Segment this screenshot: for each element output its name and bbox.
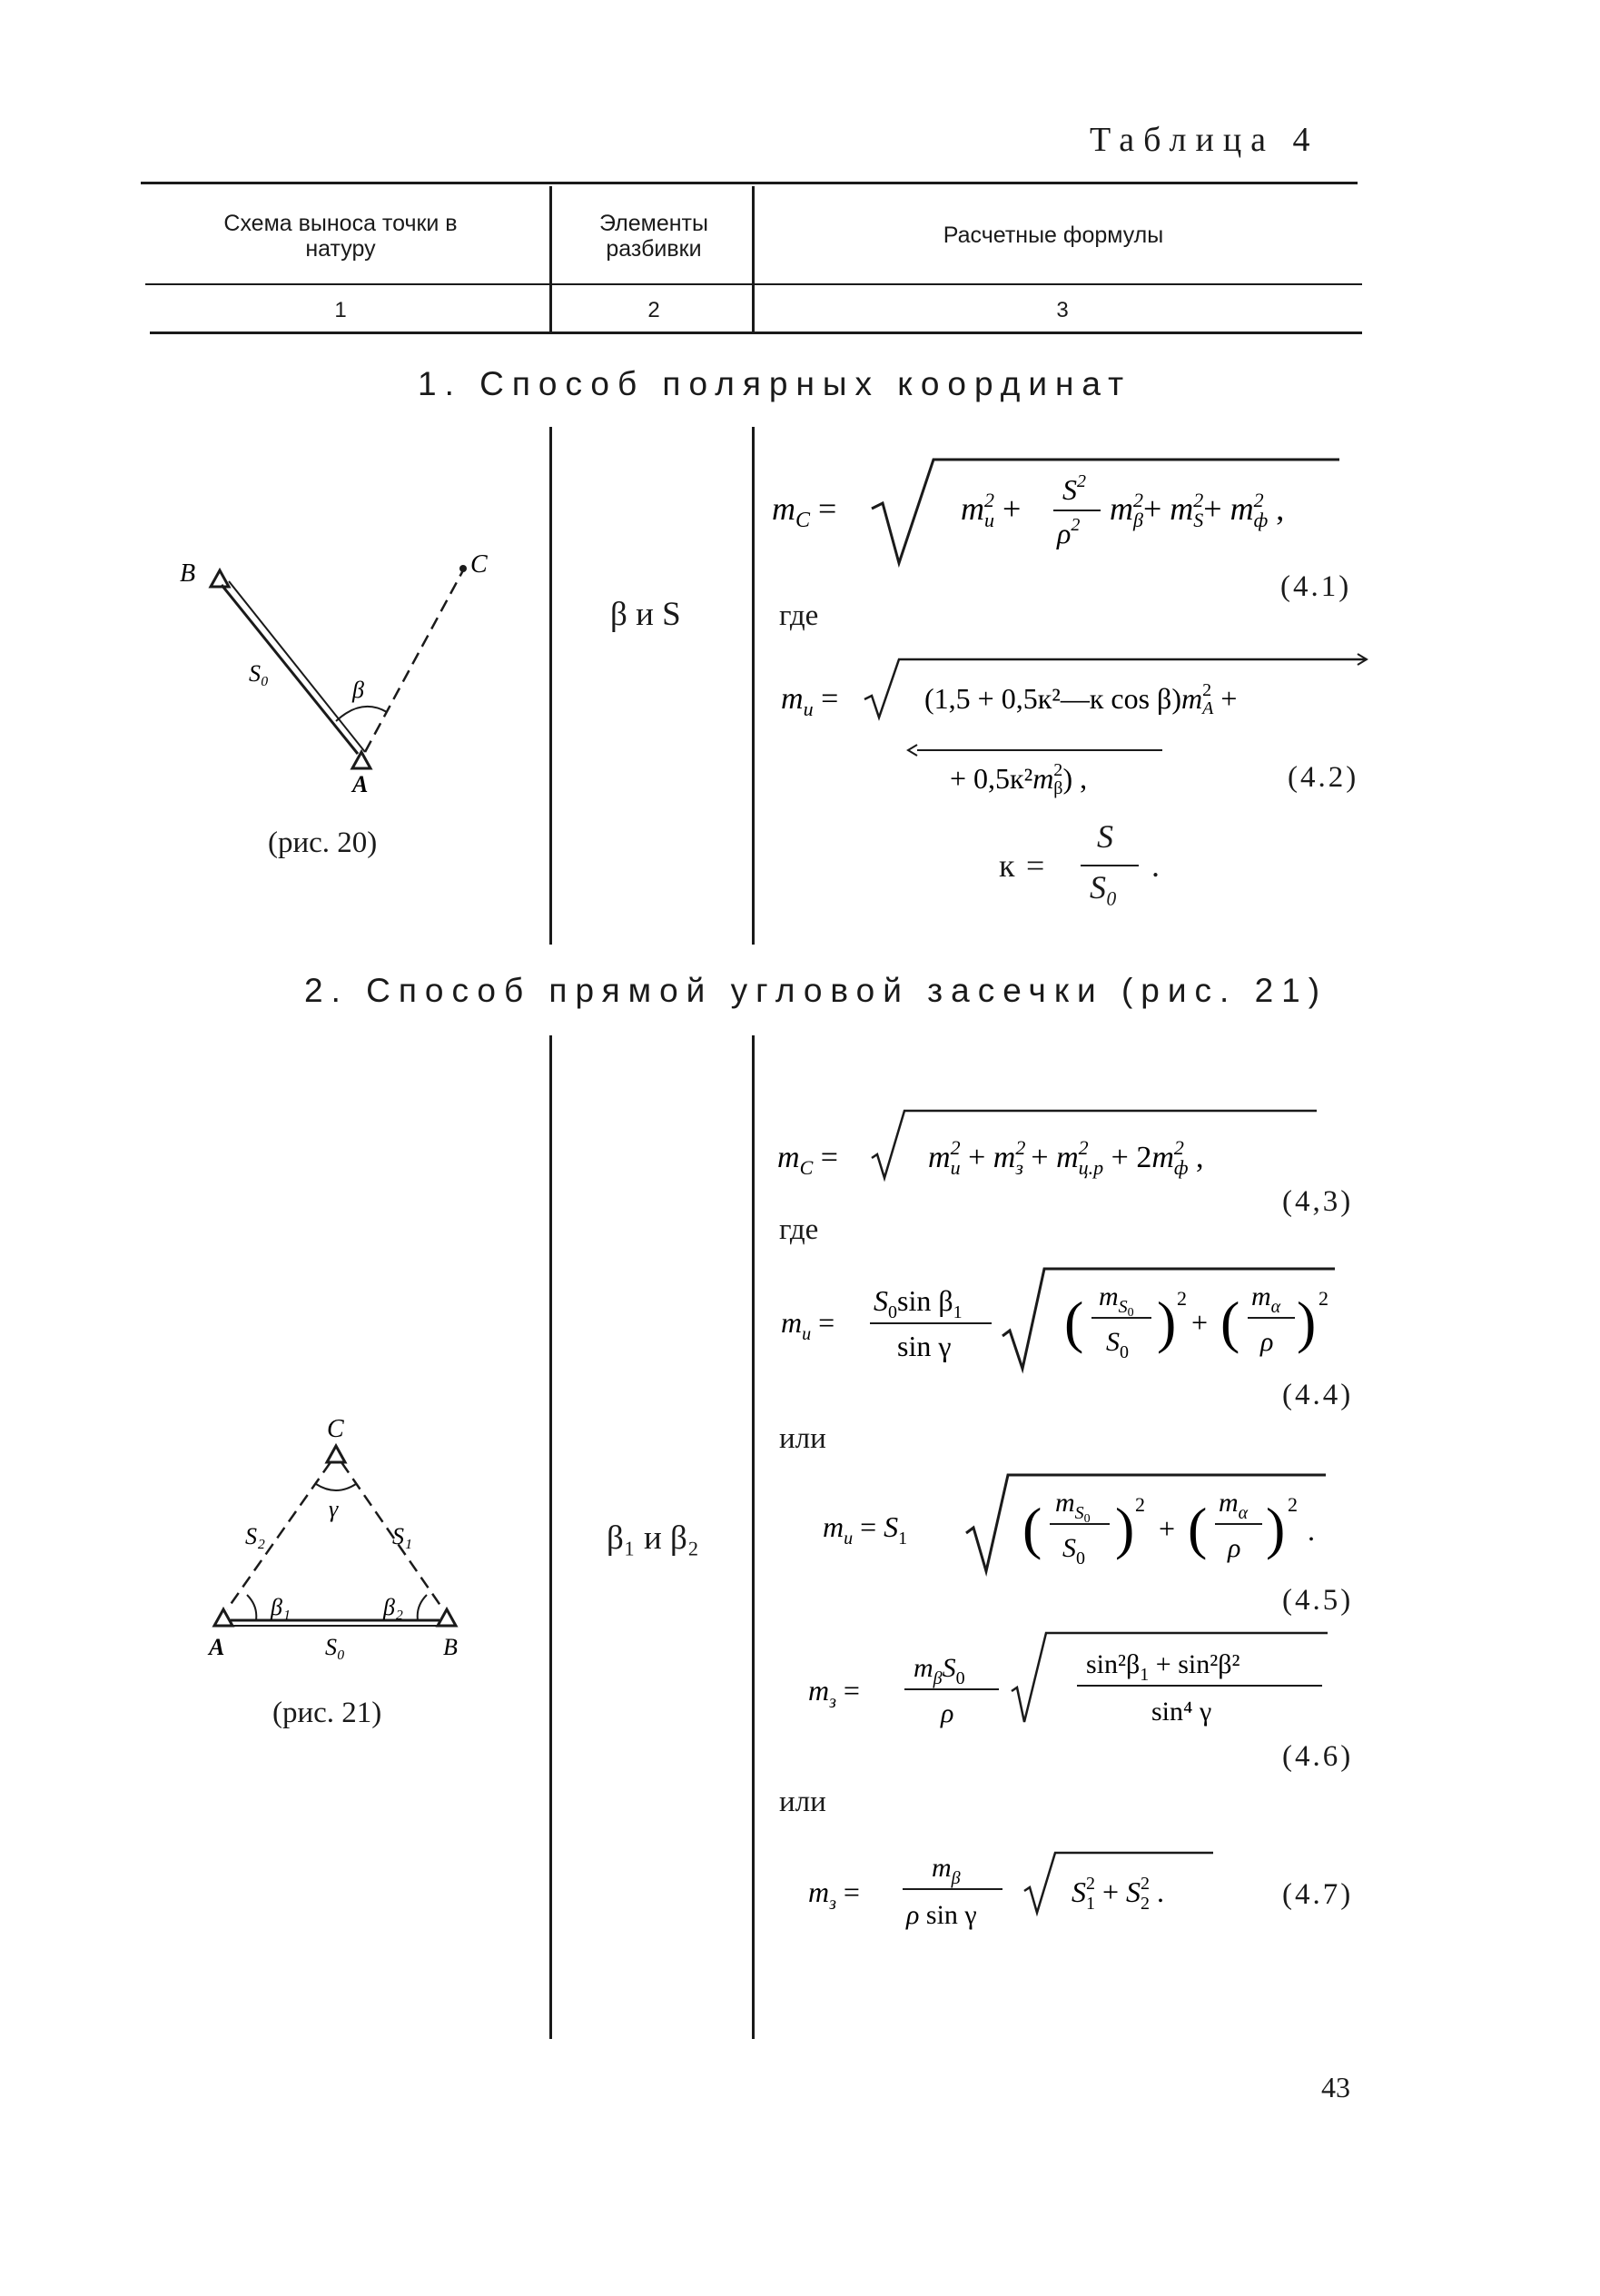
svg-text:S21 + S22 .: $S^2$ $1 + S^2$ 2 . <box>1072 1874 1165 1914</box>
fig20-label-beta: β <box>352 677 364 703</box>
header-num-3: 3 <box>1056 298 1069 322</box>
eq-number-4-2: (4.2) <box>1288 761 1359 794</box>
svg-text:.: . <box>1308 1514 1315 1547</box>
page-number: 43 <box>1321 2071 1350 2103</box>
figure-21-intersection-diagram <box>200 1399 509 1662</box>
section-2-where: где <box>779 1213 819 1246</box>
eq-number-4-5: (4.5) <box>1282 1584 1354 1617</box>
fig21-label-beta2: β₂ <box>383 1594 403 1620</box>
fig20-label-b: B <box>180 559 196 588</box>
svg-text:(: ( <box>1064 1290 1084 1354</box>
section-1-title: 1. Способ полярных координат <box>418 365 1132 402</box>
svg-text:2: 2 <box>1319 1287 1328 1310</box>
svg-text:S0: $S_0$ <box>1106 1327 1129 1362</box>
svg-text:(: ( <box>1022 1496 1042 1560</box>
svg-text:): ) <box>1266 1496 1286 1560</box>
header-top-rule <box>141 182 1358 184</box>
section-2-divider-1 <box>549 1035 552 2039</box>
svg-text:): ) <box>1157 1290 1177 1354</box>
figure-20-polar-diagram <box>163 545 527 799</box>
svg-text:ρ: ρ <box>941 1698 954 1728</box>
eq-number-4-1: (4.1) <box>1280 570 1352 603</box>
header-divider-1 <box>549 186 552 332</box>
svg-text:S2: $S^2$ <box>1062 471 1086 506</box>
svg-text:mи =: $m_и$ = <box>781 1306 835 1344</box>
formula-4-6 <box>799 1626 1344 1744</box>
formula-k-numerator: S <box>1097 818 1113 855</box>
formula-4-4 <box>772 1258 1362 1376</box>
figure-21-caption: (рис. 21) <box>272 1697 382 1729</box>
section-1-where: где <box>779 599 819 632</box>
fig21-label-s2: S₂ <box>245 1523 266 1549</box>
section-2-or-1: или <box>779 1422 826 1455</box>
header-bottom-rule <box>150 332 1362 334</box>
section-2-divider-2 <box>752 1035 755 2039</box>
svg-text:sin²β1 + sin²β²: $\sin^2\beta_1 + \sin^2\beta^2$ <box>1086 1649 1240 1685</box>
eq-number-4-6: (4.6) <box>1282 1740 1354 1773</box>
svg-text:mβS0: $m_\beta S_0$ <box>914 1653 965 1688</box>
svg-text:m2и + m2з + m2ц.р + 2m2ф ,: $m^2$ $и + m^2$ $з + m^2$ $ц.р + 2m^2$ ф , <box>928 1136 1204 1179</box>
formula-4-7 <box>799 1826 1244 1944</box>
svg-text:+: + <box>1191 1306 1209 1339</box>
formula-4-5 <box>817 1462 1335 1580</box>
section-1-divider-2 <box>752 427 755 945</box>
svg-text:): ) <box>1297 1290 1317 1354</box>
svg-text:mC =: $m_C$ = <box>777 1141 838 1179</box>
section-2-elements: β₁ и β₂ <box>607 1519 699 1557</box>
eq-number-4-4: (4.4) <box>1282 1379 1354 1411</box>
svg-text:ρ2: $\rho^2$ <box>1057 515 1081 549</box>
svg-text:S0sin β1: $S_0\sin$ $\beta_1$ <box>874 1284 963 1322</box>
fig21-label-s0: S₀ <box>325 1634 346 1660</box>
fig21-label-s1: S₁ <box>392 1523 413 1549</box>
formula-k-denominator: S₀ <box>1090 869 1118 906</box>
svg-text:(: ( <box>1188 1496 1208 1560</box>
svg-text:m2и +: $m^2$ и + <box>961 489 1022 531</box>
section-1-divider-1 <box>549 427 552 945</box>
svg-text:mα: $m_\alpha$ <box>1251 1282 1281 1317</box>
fig20-label-c: C <box>470 550 488 579</box>
header-col-elements: Элементы разбивки <box>599 211 708 262</box>
fig20-label-a: A <box>352 771 369 797</box>
svg-text:sin γ: sin γ <box>897 1330 952 1362</box>
fig21-label-gamma: γ <box>329 1496 339 1522</box>
svg-text:2: 2 <box>1288 1493 1298 1516</box>
svg-text:(: ( <box>1220 1290 1240 1354</box>
header-num-1: 1 <box>334 298 347 322</box>
header-col-scheme: Схема выноса точки в натуру <box>223 211 458 262</box>
svg-text:sin⁴ γ: sin⁴ γ <box>1151 1697 1212 1727</box>
fig20-label-s0: S₀ <box>249 660 270 687</box>
svg-text:mβ: $m_\beta$ <box>932 1853 961 1888</box>
formula-k: к = S S₀ . <box>999 818 1160 906</box>
svg-text:): ) <box>1115 1496 1135 1560</box>
svg-text:(1,5 + 0,5к²—к cos β)m2A +: (1,5 + 0,5к²—к $\cos \beta)m^2$ A + <box>924 680 1238 718</box>
section-2-title: 2. Способ прямой угловой засечки (рис. 21) <box>304 972 1328 1009</box>
svg-text:mз =: $m_з$ = <box>808 1875 860 1914</box>
fig21-label-beta1: β₁ <box>271 1594 291 1620</box>
svg-text:m2β+ m2S+ m2ф ,: $m^2$ $\beta+ m^2$ $S+ m^2$ ф , <box>1110 489 1285 531</box>
svg-text:+ 0,5к²m2β) ,: + $0,5к^2m^2$ β) , <box>950 760 1088 798</box>
formula-k-symbol: к <box>999 847 1015 884</box>
svg-text:mз =: $m_з$ = <box>808 1674 860 1712</box>
svg-text:ρ sin γ: ρ sin γ <box>906 1900 977 1930</box>
section-1-elements: β и S <box>610 596 681 633</box>
svg-text:ρ: ρ <box>1260 1327 1274 1357</box>
svg-text:mC =: $m_C$ = <box>772 490 837 532</box>
svg-text:mS0: $m_S0$ <box>1055 1488 1091 1526</box>
fig21-label-c: C <box>327 1415 344 1443</box>
figure-20-caption: (рис. 20) <box>268 826 378 859</box>
section-2-or-2: или <box>779 1786 826 1818</box>
formula-4-1 <box>772 436 1371 572</box>
svg-text:+: + <box>1159 1512 1176 1545</box>
svg-text:mи =: $m_и$ = <box>781 682 839 720</box>
header-num-2: 2 <box>647 298 660 322</box>
fig21-label-a: A <box>209 1634 225 1660</box>
header-col-formulas: Расчетные формулы <box>943 223 1164 248</box>
header-divider-2 <box>752 186 755 332</box>
svg-text:2: 2 <box>1177 1287 1187 1310</box>
svg-text:S0: $S_0$ <box>1062 1533 1085 1569</box>
svg-text:mS0: $m_S0$ <box>1099 1282 1134 1320</box>
fig21-label-b: B <box>443 1634 458 1660</box>
svg-text:ρ: ρ <box>1228 1533 1241 1563</box>
svg-text:mα: $m_\alpha$ <box>1219 1488 1249 1523</box>
eq-number-4-3: (4,3) <box>1282 1185 1354 1218</box>
table-title: Таблица 4 <box>1090 121 1319 159</box>
svg-text:2: 2 <box>1135 1493 1145 1516</box>
eq-number-4-7: (4.7) <box>1282 1878 1354 1911</box>
formula-4-3 <box>772 1094 1362 1185</box>
svg-text:mи = S1: $m_и = S_1$ <box>823 1510 908 1549</box>
